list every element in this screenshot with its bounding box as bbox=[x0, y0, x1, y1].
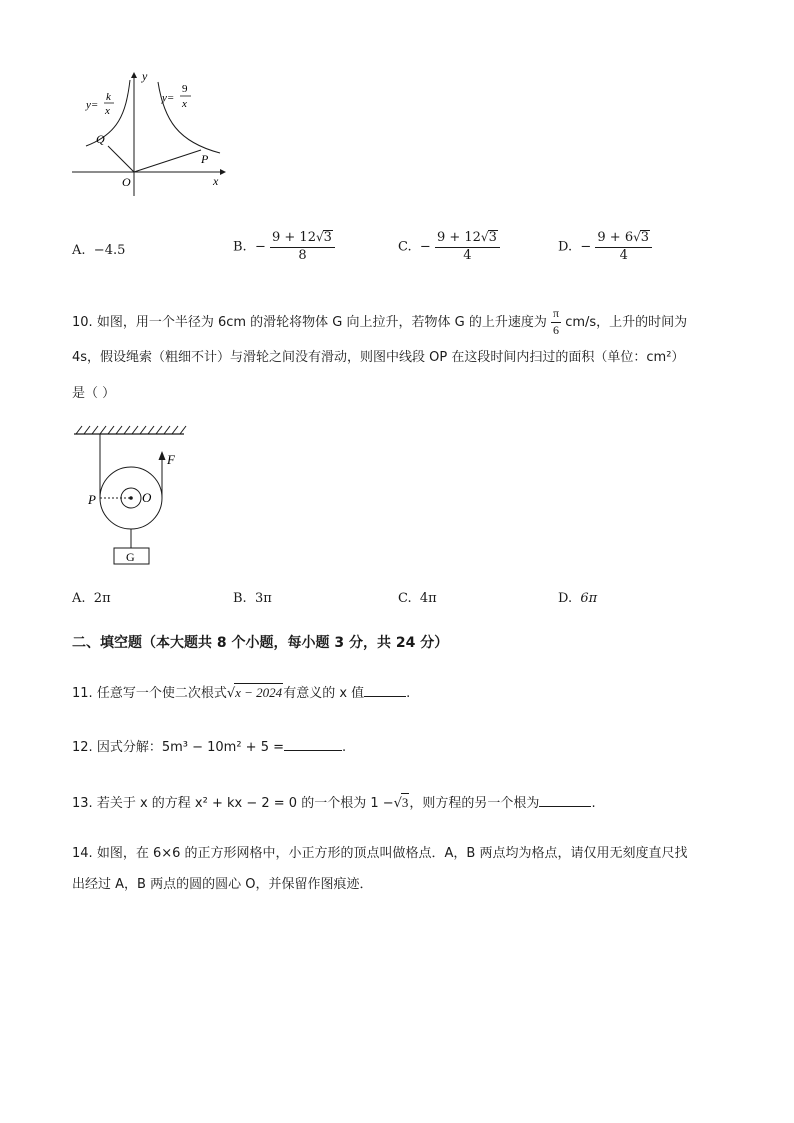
q10-line-2: 4s，假设绳索（粗细不计）与滑轮之间没有滑动，则图中线段 OP 在这段时间内扫过的面积（单位：cm²） bbox=[72, 350, 685, 365]
q10-option-d-label: D. bbox=[558, 591, 573, 606]
q13-number: 13. bbox=[72, 796, 93, 811]
q9-option-d[interactable] bbox=[558, 230, 652, 264]
q10-option-b[interactable] bbox=[233, 591, 272, 606]
q9-option-d-num: 9 + 6 bbox=[597, 230, 634, 245]
q13: 13. 若关于 x 的方程 x² + kx − 2 = 0 的一个根为 1 −√3，则方程的另一个根为 . bbox=[72, 795, 596, 811]
q9-option-d-fraction: $\frac{9 + 6√3}{4}$ bbox=[595, 230, 652, 264]
label-p: P bbox=[88, 492, 96, 507]
label-g: G bbox=[126, 550, 135, 564]
q11-radicand: x − 2024 bbox=[235, 685, 283, 700]
q10-option-d-value: 6π bbox=[580, 591, 598, 606]
force-arrow bbox=[159, 451, 166, 460]
q9-option-b-sign: − bbox=[254, 239, 266, 255]
q9-option-d-rad: 3 bbox=[640, 230, 650, 245]
label-o: O bbox=[142, 490, 152, 505]
hyperbola-graph bbox=[60, 68, 235, 203]
q9-option-a-label: A. bbox=[72, 243, 86, 258]
q12-period: . bbox=[342, 740, 347, 755]
q11: 11. 任意写一个使二次根式√x − 2024有意义的 x 值 . bbox=[72, 685, 411, 701]
label-f: F bbox=[167, 452, 175, 467]
y-axis-arrow bbox=[131, 72, 137, 78]
q13-rad: 3 bbox=[401, 795, 409, 810]
q9-option-b[interactable] bbox=[233, 230, 335, 264]
q10-option-b-label: B. bbox=[233, 591, 247, 606]
q13-period: . bbox=[591, 796, 596, 811]
q9-option-b-num: 9 + 12 bbox=[272, 230, 316, 245]
q9-option-d-sign: − bbox=[580, 239, 592, 255]
curve-right-prefix: y= bbox=[162, 92, 175, 104]
q9-option-b-label: B. bbox=[233, 239, 247, 255]
curve-left-num: k bbox=[106, 91, 111, 103]
q10-option-c-label: C. bbox=[398, 591, 412, 606]
q13-text-before: 若关于 x 的方程 x² + kx − 2 = 0 的一个根为 1 − bbox=[96, 796, 394, 811]
q13-answer-blank[interactable] bbox=[539, 806, 591, 807]
q12 bbox=[72, 739, 346, 757]
q11-number: 11. bbox=[72, 686, 93, 701]
point-q-label: Q bbox=[96, 132, 105, 146]
point-p-label: P bbox=[201, 152, 209, 166]
q9-option-a-value: −4.5 bbox=[93, 243, 126, 258]
q10-text-1: 如图，用一个半径为 6cm 的滑轮将物体 G 向上拉升，若物体 G 的上升速度为 bbox=[96, 314, 547, 330]
q10-speed-unit: cm/s，上升的时间为 bbox=[565, 314, 688, 330]
q9-option-c-label: C. bbox=[398, 239, 412, 255]
curve-left-den: x bbox=[105, 105, 110, 117]
q12-text: 因式分解：5m³ − 10m² + 5 = bbox=[96, 740, 285, 755]
q9-option-a[interactable] bbox=[72, 243, 125, 258]
q11-answer-blank[interactable] bbox=[364, 696, 406, 697]
q14-text-1: 如图，在 6×6 的正方形网格中，小正方形的顶点叫做格点．A，B 两点均为格点，请仅用无刻度直尺找 bbox=[96, 846, 688, 861]
q9-option-d-label: D. bbox=[558, 239, 573, 255]
q9-option-b-fraction: $\frac{9 + 12√3}{8}$ bbox=[270, 230, 335, 264]
q14-line-2: 出经过 A，B 两点的圆的圆心 O，并保留作图痕迹． bbox=[72, 877, 373, 892]
x-axis-label: x bbox=[213, 174, 219, 188]
q11-text-after: 有意义的 x 值 bbox=[283, 686, 365, 701]
q12-number: 12. bbox=[72, 740, 93, 755]
origin-label: O bbox=[122, 175, 131, 189]
q9-option-c-den: 4 bbox=[463, 247, 472, 263]
q10-speed-den: 6 bbox=[553, 322, 560, 337]
q10-option-b-value: 3π bbox=[254, 591, 272, 606]
q9-option-b-rad: 3 bbox=[323, 230, 332, 245]
segment-oq bbox=[108, 146, 134, 172]
q13-text-after: ，则方程的另一个根为 bbox=[409, 796, 540, 811]
q10-option-c-value: 4π bbox=[419, 591, 437, 606]
y-axis-label: y bbox=[142, 69, 148, 83]
curve-right-den: x bbox=[182, 98, 187, 110]
q9-option-d-den: 4 bbox=[619, 247, 628, 263]
q10-option-a-value: 2π bbox=[93, 591, 111, 606]
q14-line-1 bbox=[72, 845, 687, 863]
q10-option-a[interactable] bbox=[72, 591, 111, 606]
q14-number: 14. bbox=[72, 846, 93, 861]
section-2-title: 二、填空题（本大题共 8 个小题，每小题 3 分，共 24 分） bbox=[72, 635, 449, 651]
q10-option-c[interactable] bbox=[398, 591, 437, 606]
q10-line-1 bbox=[72, 307, 687, 338]
segment-op bbox=[134, 150, 201, 172]
q10-speed-fraction bbox=[551, 307, 561, 338]
curve-right-num: 9 bbox=[182, 83, 188, 95]
q9-option-c-sign: − bbox=[419, 239, 431, 255]
q9-option-c[interactable] bbox=[398, 230, 500, 264]
q10-option-a-label: A. bbox=[72, 591, 86, 606]
curve-left-prefix: y= bbox=[86, 99, 99, 111]
ceiling-hatch bbox=[76, 426, 186, 434]
q11-period: . bbox=[406, 686, 411, 701]
x-axis-arrow bbox=[220, 169, 226, 175]
pulley-figure bbox=[70, 420, 195, 570]
q9-option-c-rad: 3 bbox=[488, 230, 497, 245]
q10-option-d[interactable] bbox=[558, 591, 597, 606]
q10-number: 10. bbox=[72, 314, 93, 330]
q11-text-before: 任意写一个使二次根式 bbox=[96, 686, 227, 701]
q9-option-b-den: 8 bbox=[298, 247, 307, 263]
q9-option-c-fraction: $\frac{9 + 12√3}{4}$ bbox=[435, 230, 500, 264]
q9-option-c-num: 9 + 12 bbox=[436, 230, 481, 245]
q10-line-3: 是（ ） bbox=[72, 386, 116, 401]
q10-speed-num: π bbox=[551, 307, 561, 323]
q12-answer-blank[interactable] bbox=[284, 750, 342, 751]
